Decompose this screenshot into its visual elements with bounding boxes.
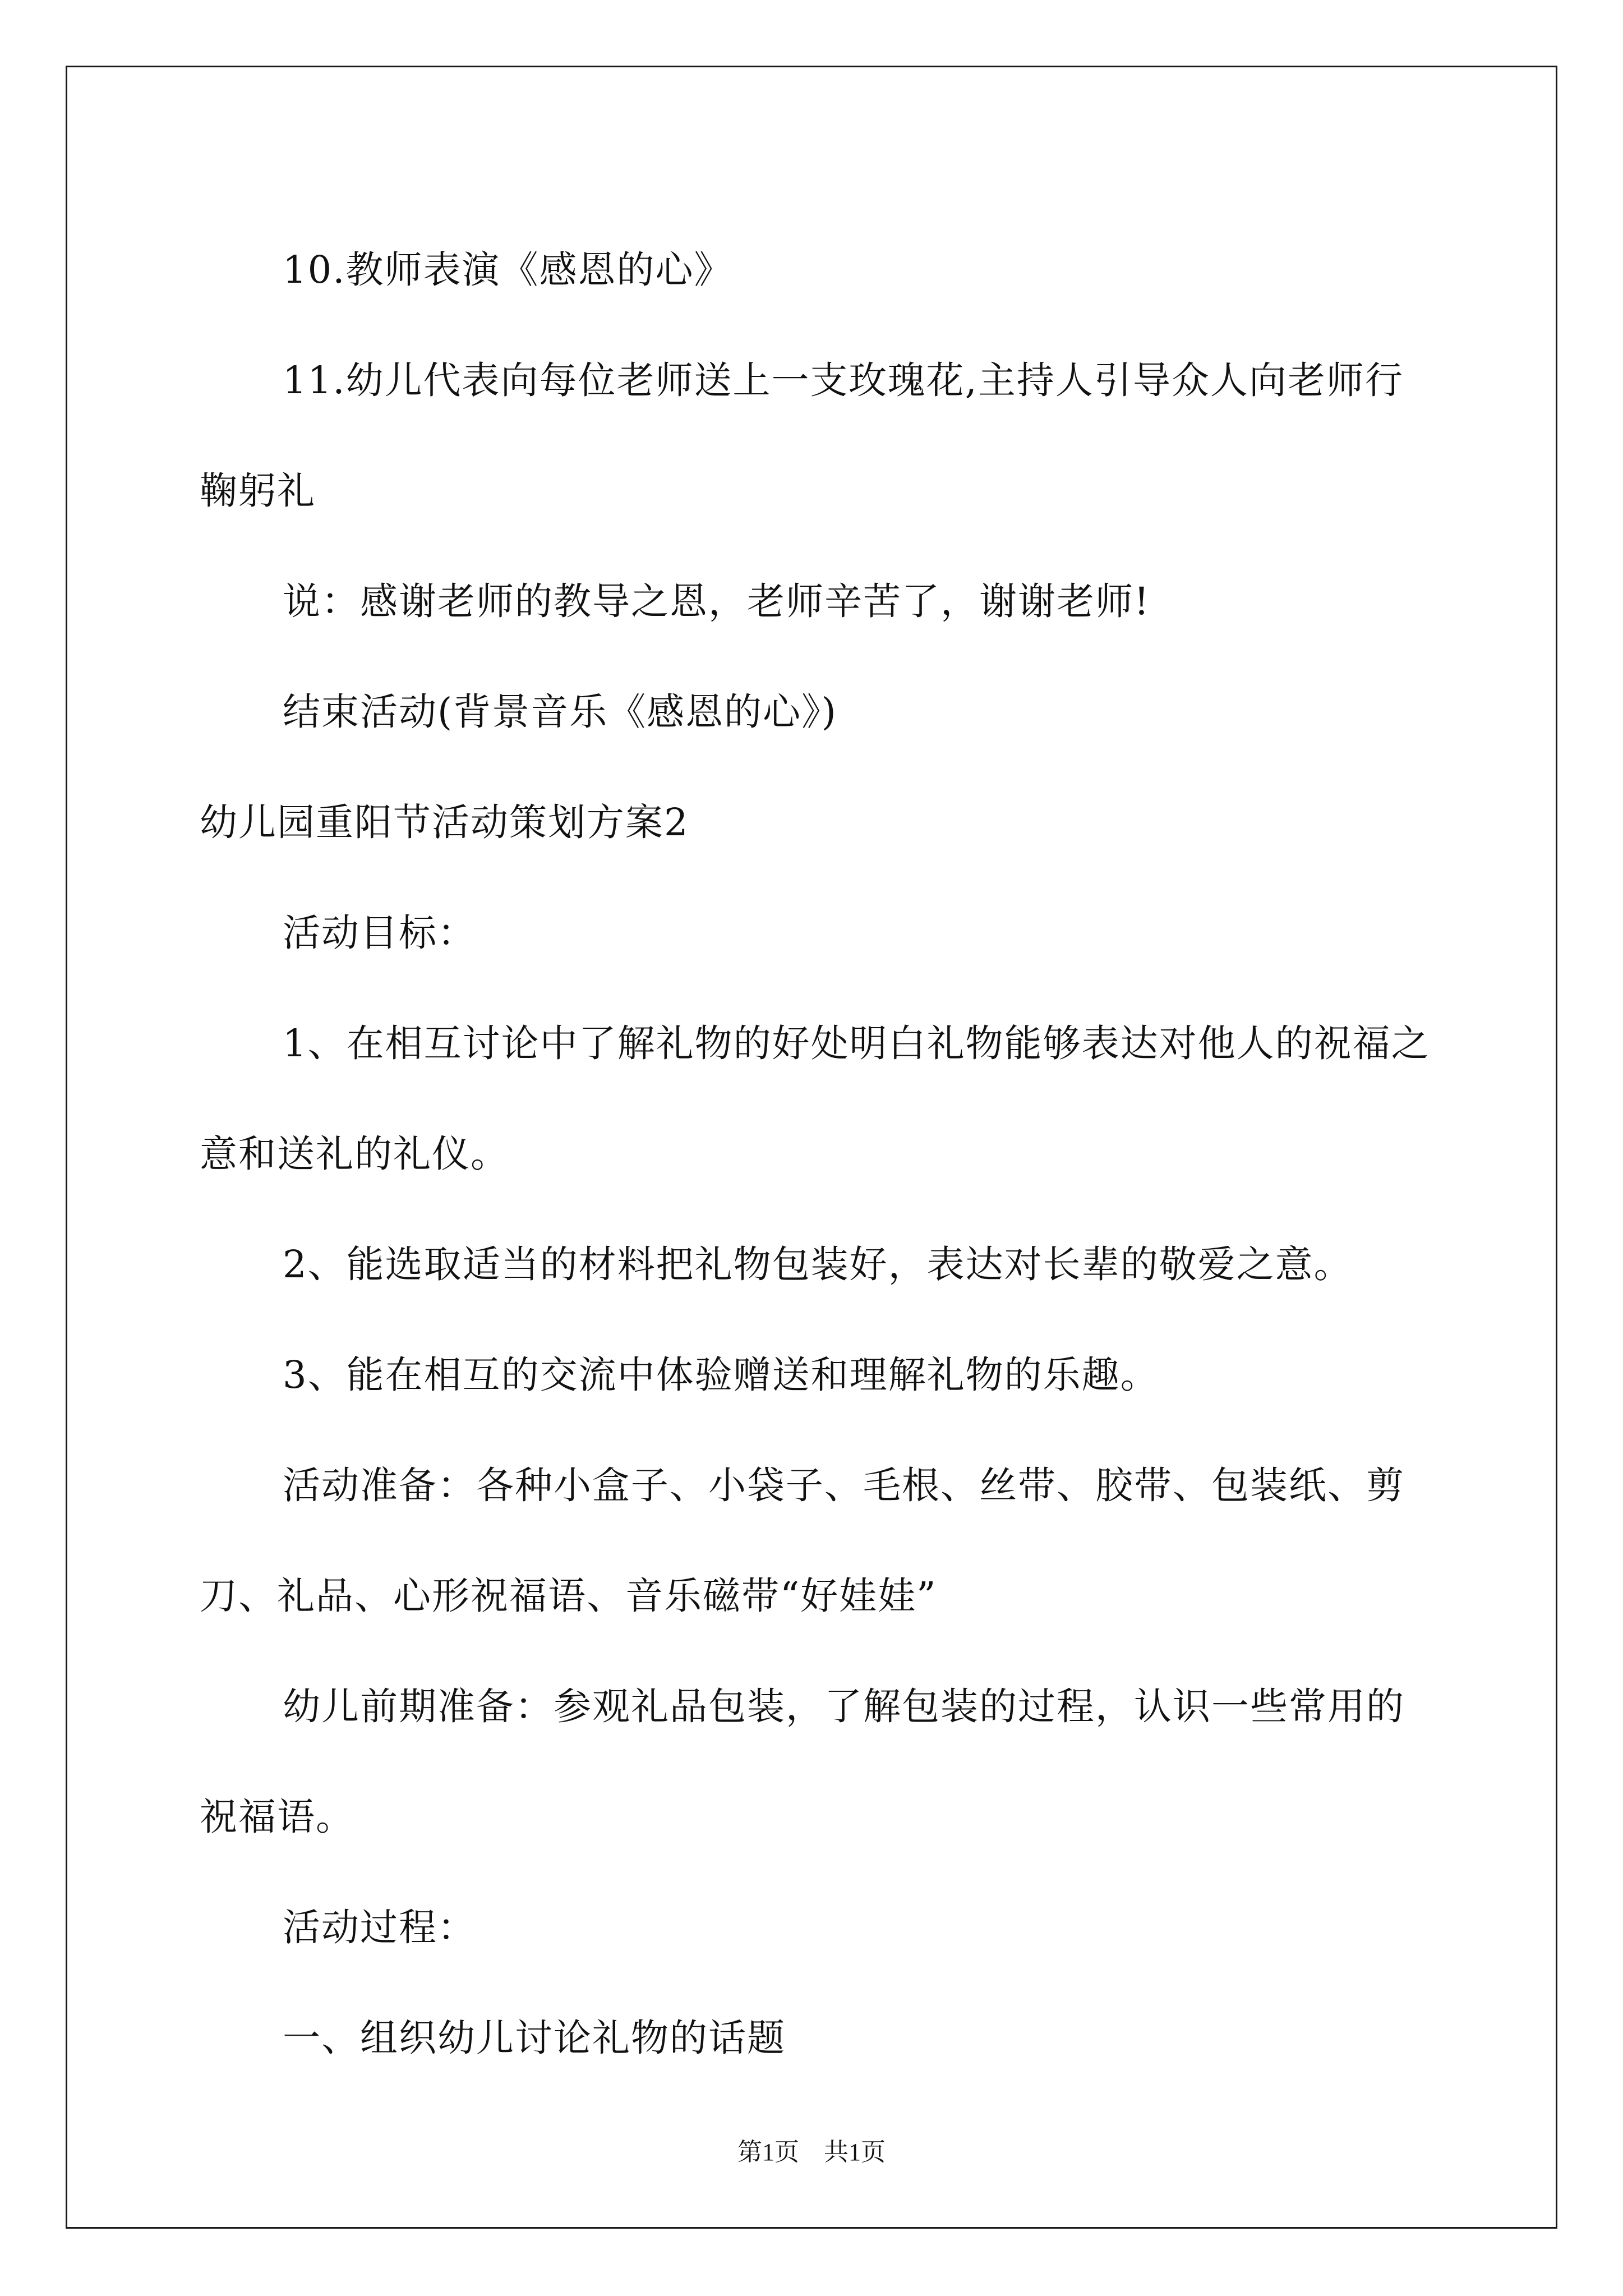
paragraph-preparation: 幼儿前期准备：参观礼品包装，了解包装的过程，认识一些常用的祝福语。: [200, 1685, 1405, 1839]
paragraph-goal-2: 2、能选取适当的材料把礼物包装好，表达对长辈的敬爱之意。: [283, 1243, 1353, 1286]
paragraph-step-1: 一、组织幼儿讨论礼物的话题: [283, 2016, 786, 2060]
paragraph-end-activity: 结束活动(背景音乐《感恩的心》): [283, 690, 837, 734]
paragraph-goal-1: 1、在相互讨论中了解礼物的好处明白礼物能够表达对他人的祝福之意和送礼的礼仪。: [200, 1022, 1430, 1176]
paragraph-item-10: 10.教师表演《感恩的心》: [283, 248, 733, 292]
paragraph-thanks: 说：感谢老师的教导之恩，老师辛苦了，谢谢老师!: [283, 579, 1150, 623]
page-footer: 第1页 共1页: [737, 2138, 886, 2166]
paragraph-goal-3: 3、能在相互的交流中体验赠送和理解礼物的乐趣。: [283, 1353, 1159, 1397]
paragraph-goals-label: 活动目标：: [283, 911, 476, 955]
paragraph-process-label: 活动过程：: [283, 1906, 476, 1949]
document-body: [200, 215, 1433, 2093]
section-heading: 幼儿园重阳节活动策划方案2: [200, 800, 689, 844]
paragraph-item-11: 11.幼儿代表向每位老师送上一支玫瑰花,主持人引导众人向老师行鞠躬礼: [200, 358, 1404, 513]
paragraph-materials: 活动准备：各种小盒子、小袋子、毛根、丝带、胶带、包装纸、剪刀、礼品、心形祝福语、音乐磁带“好娃娃”: [200, 1464, 1405, 1618]
